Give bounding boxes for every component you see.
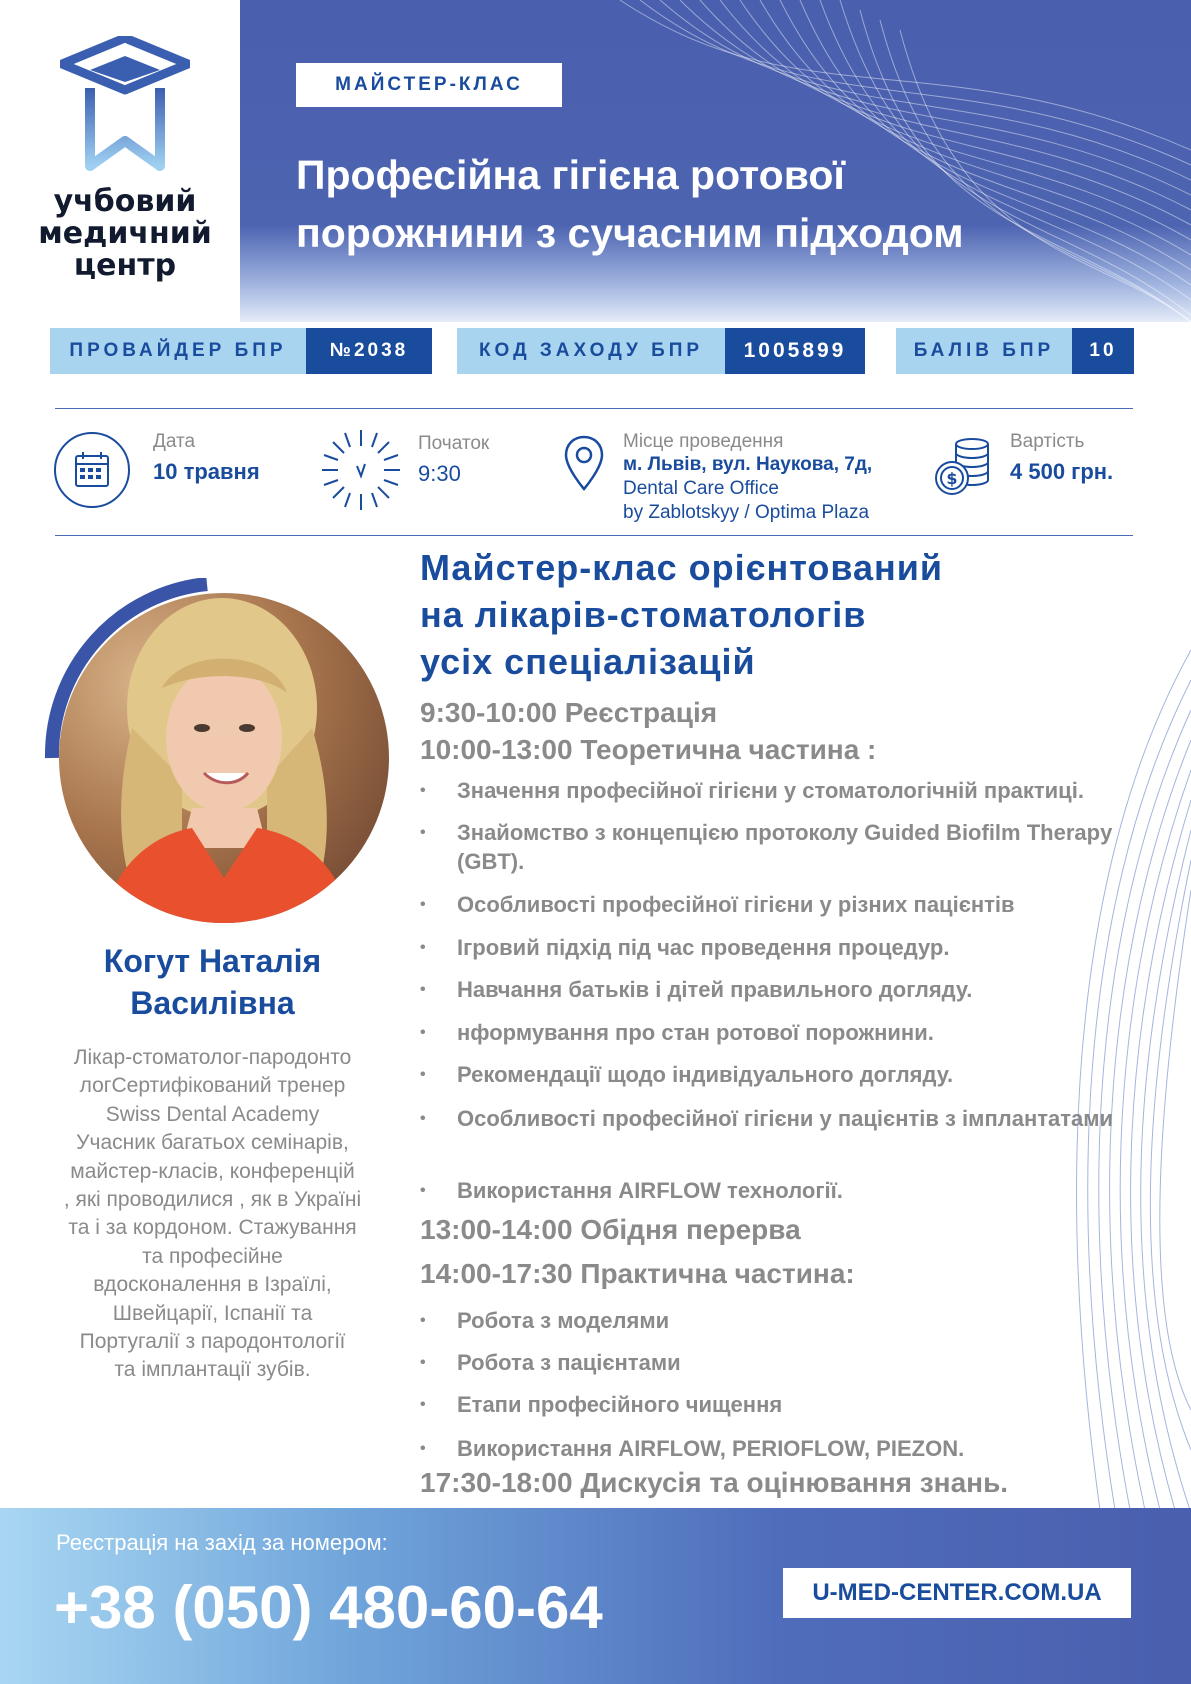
location-pin-icon bbox=[563, 434, 605, 492]
speaker-bio-line: , які проводилися , як в Україні bbox=[63, 1188, 362, 1212]
list-item-text: Особливості професійної гігієни у різних пацієнтів bbox=[457, 892, 1015, 917]
list-item-text: Знайомство з концепцією протоколу Guided Biofilm Therapy (GBT). bbox=[457, 820, 1113, 874]
bpr-points bbox=[896, 328, 1134, 374]
schedule-slot-theory: 10:00-13:00 Теоретична частина : bbox=[420, 734, 877, 765]
bpr-code bbox=[457, 328, 865, 374]
speaker-name-line-2: Василівна bbox=[130, 985, 295, 1021]
page-title bbox=[296, 146, 1096, 262]
logo-line-2: медичний bbox=[38, 216, 212, 251]
bpr-provider-value: №2038 bbox=[306, 328, 432, 374]
website-link[interactable]: U-MED-CENTER.COM.UA bbox=[783, 1568, 1131, 1618]
list-item-text: Ігровий підхід під час проведення процедур. bbox=[457, 935, 950, 960]
bullet-icon: • bbox=[420, 1110, 426, 1127]
program-title-line-1: Майстер-клас орієнтований bbox=[420, 547, 944, 588]
speaker-bio-line: та імплантації зубів. bbox=[114, 1358, 311, 1382]
price-label: Вартість bbox=[1010, 431, 1085, 452]
speaker-bio-line: та і за кордоном. Стажування bbox=[68, 1216, 357, 1240]
program-title-line-2: на лікарів-стоматологів bbox=[420, 594, 867, 635]
schedule-slot-registration: 9:30-10:00 Реєстрація bbox=[420, 697, 718, 728]
bullet-icon: • bbox=[420, 1066, 426, 1083]
logo-text bbox=[20, 186, 230, 282]
divider-top bbox=[55, 408, 1133, 409]
start-value: 9:30 bbox=[418, 461, 461, 486]
schedule-slot-discussion: 17:30-18:00 Дискусія та оцінювання знань. bbox=[420, 1467, 1009, 1498]
list-item-text: нформування про стан ротової порожнини. bbox=[457, 1020, 934, 1045]
coins-icon bbox=[934, 436, 994, 498]
place-line-2: Dental Care Office bbox=[623, 478, 779, 499]
date-value: 10 травня bbox=[153, 459, 260, 484]
header bbox=[0, 0, 1191, 322]
logo-line-1: учбовий bbox=[53, 184, 197, 219]
speaker-bio-line: Учасник багатьох семінарів, bbox=[76, 1131, 349, 1155]
calendar-icon bbox=[52, 430, 132, 510]
bullet-icon: • bbox=[420, 782, 426, 799]
speaker-name-line-1: Когут Наталія bbox=[103, 943, 322, 979]
speaker-bio-line: Лікар-стоматолог-пародонто bbox=[73, 1046, 352, 1069]
bullet-icon: • bbox=[420, 939, 426, 956]
place-label: Місце проведення bbox=[623, 431, 784, 452]
title-line-1: Професійна гігієна ротової bbox=[296, 152, 845, 198]
list-item-text: Етапи професійного чищення bbox=[457, 1392, 783, 1417]
wave-lines-decoration-right bbox=[1040, 650, 1191, 1510]
list-item-text: Рекомендації щодо індивідуального догляду. bbox=[457, 1062, 954, 1087]
speaker-bio-line: Swiss Dental Academy bbox=[105, 1102, 320, 1126]
speaker-bio-line: Португалії з пародонтології bbox=[79, 1330, 346, 1354]
list-item-text: Робота з пацієнтами bbox=[457, 1350, 681, 1375]
program-title bbox=[420, 544, 1140, 685]
schedule-slot-lunch: 13:00-14:00 Обідня перерва bbox=[420, 1214, 801, 1245]
bullet-icon: • bbox=[420, 1182, 426, 1199]
speaker-bio-line: Швейцарії, Іспанії та bbox=[112, 1301, 313, 1325]
list-item-text: Навчання батьків і дітей правильного догляду. bbox=[457, 977, 973, 1002]
svg-text:$: $ bbox=[946, 469, 958, 488]
bpr-provider-label: ПРОВАЙДЕР БПР bbox=[50, 328, 306, 374]
bullet-icon: • bbox=[420, 896, 426, 913]
place-line-1: м. Львів, вул. Наукова, 7д, bbox=[623, 454, 873, 475]
speaker-name bbox=[40, 940, 385, 1024]
bullet-icon: • bbox=[420, 1354, 426, 1371]
speaker-photo bbox=[42, 578, 392, 928]
event-type-badge: МАЙСТЕР-КЛАС bbox=[296, 63, 562, 107]
logo bbox=[0, 0, 240, 322]
speaker-bio bbox=[40, 1044, 385, 1385]
graduation-cap-icon bbox=[60, 36, 190, 176]
list-item-text: Значення професійної гігієни у стоматологічній практиці. bbox=[457, 778, 1084, 803]
title-line-2: порожнини з сучасним підходом bbox=[296, 210, 964, 256]
bullet-icon: • bbox=[420, 1396, 426, 1413]
speaker-bio-line: вдосконалення в Ізраїлі, bbox=[93, 1273, 332, 1297]
registration-label: Реєстрація на захід за номером: bbox=[56, 1530, 388, 1555]
schedule-slot-practice: 14:00-17:30 Практична частина: bbox=[420, 1258, 855, 1289]
price-value: 4 500 грн. bbox=[1010, 459, 1114, 484]
bpr-code-value: 1005899 bbox=[725, 328, 865, 374]
logo-line-3: центр bbox=[73, 248, 177, 283]
bullet-icon: • bbox=[420, 824, 426, 841]
speaker-bio-line: та професійне bbox=[142, 1244, 283, 1268]
divider-bottom bbox=[55, 535, 1133, 536]
place-value bbox=[623, 453, 872, 525]
start-label: Початок bbox=[418, 433, 490, 454]
speaker-bio-line: логСертифікований тренер bbox=[79, 1074, 346, 1098]
date-label: Дата bbox=[153, 431, 196, 452]
bpr-code-label: КОД ЗАХОДУ БПР bbox=[457, 328, 725, 374]
bullet-icon: • bbox=[420, 1440, 426, 1457]
place-line-3: by Zablotskyy / Optima Plaza bbox=[623, 502, 870, 523]
bpr-points-value: 10 bbox=[1072, 328, 1134, 374]
phone-number[interactable]: +38 (050) 480-60-64 bbox=[54, 1574, 603, 1641]
list-item-text: Особливості професійної гігієни у пацієнтів з імплантатами bbox=[457, 1106, 1114, 1131]
program-title-line-3: усіх спеціалізацій bbox=[420, 641, 756, 682]
bullet-icon: • bbox=[420, 981, 426, 998]
list-item-text: Робота з моделями bbox=[457, 1308, 670, 1333]
bullet-icon: • bbox=[420, 1312, 426, 1329]
bpr-provider bbox=[50, 328, 432, 374]
bpr-points-label: БАЛІВ БПР bbox=[896, 328, 1072, 374]
list-item-text: Використання AIRFLOW технології. bbox=[457, 1178, 843, 1203]
bullet-icon: • bbox=[420, 1024, 426, 1041]
speaker-bio-line: майстер-класів, конференцій bbox=[70, 1159, 355, 1183]
clock-icon bbox=[320, 428, 402, 512]
list-item-text: Використання AIRFLOW, PERIOFLOW, PIEZON. bbox=[457, 1436, 965, 1461]
